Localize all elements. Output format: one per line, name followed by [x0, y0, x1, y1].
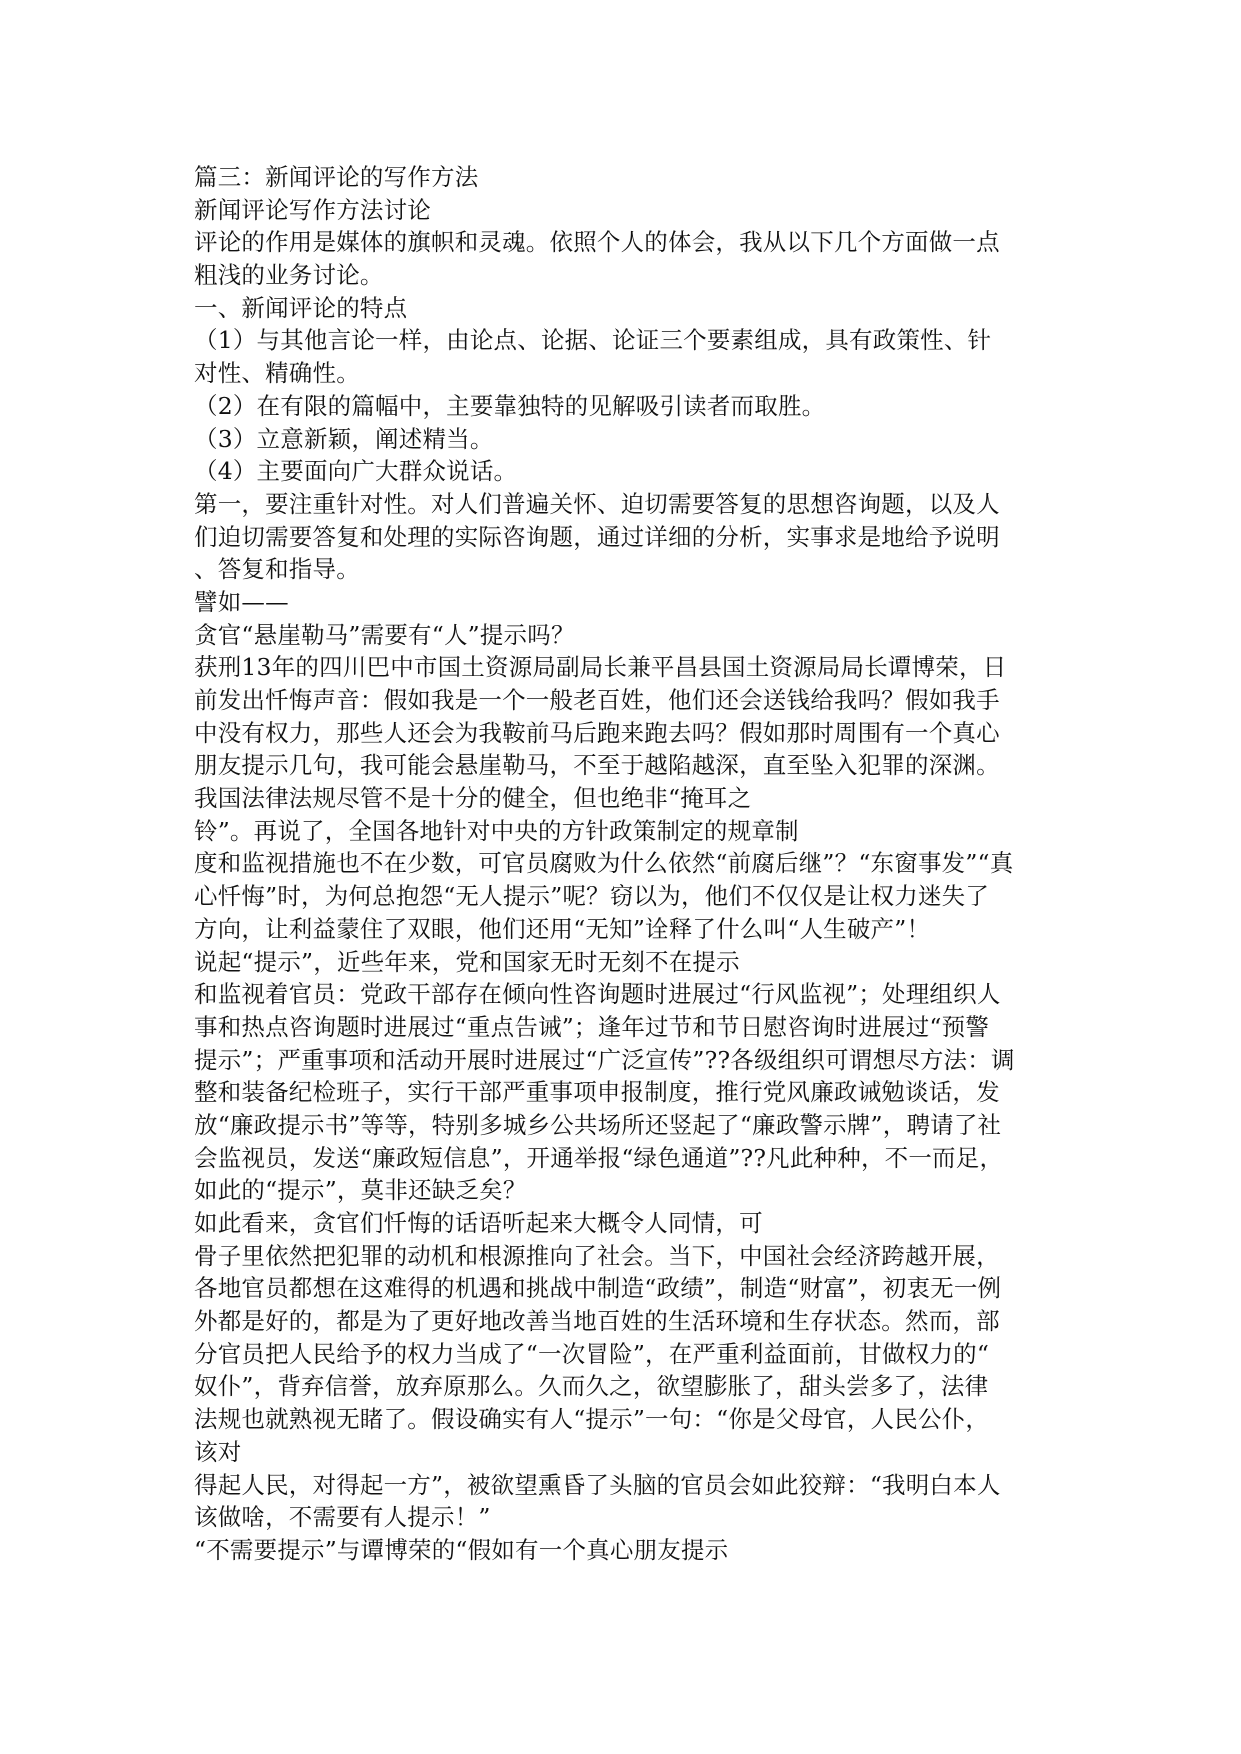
document-body	[194, 161, 1074, 1567]
text-line: 如此的“提示”，莫非还缺乏矣？	[194, 1176, 527, 1205]
text-line: 心忏悔”时，为何总抱怨“无人提示”呢？窃以为，他们不仅仅是让权力迷失了	[194, 882, 990, 911]
document-title: 篇三：新闻评论的写作方法	[194, 163, 479, 191]
text-line: 粗浅的业务讨论。	[194, 261, 384, 290]
text-line: 法规也就熟视无睹了。假设确实有人“提示”一句：“你是父母官，人民公仆，	[194, 1405, 990, 1434]
text-line: 奴仆”，背弃信誉，放弃原那么。久而久之，欲望膨胀了，甜头尝多了，法律	[194, 1372, 989, 1401]
text-line: （3）立意新颖，阐述精当。	[194, 424, 494, 453]
text-line: “不需要提示”与谭博荣的“假如有一个真心朋友提示	[194, 1535, 729, 1564]
text-line: 会监视员，发送“廉政短信息”，开通举报“绿色通道”??凡此种种，不一而足，	[194, 1143, 1004, 1172]
text-line: 和监视着官员：党政干部存在倾向性咨询题时进展过“行风监视”；处理组织人	[194, 980, 1001, 1009]
text-line: 朋友提示几句，我可能会悬崖勒马，不至于越陷越深，直至坠入犯罪的深渊。	[194, 751, 1000, 780]
text-line: 前发出忏悔声音：假如我是一个一般老百姓，他们还会送钱给我吗？假如我手	[194, 686, 1000, 714]
text-line: 得起人民，对得起一方”，被欲望熏昏了头脑的官员会如此狡辩：“我明白本人	[194, 1470, 1001, 1499]
text-line: 如此看来，贪官们忏悔的话语听起来大概令人同情，可	[194, 1209, 763, 1237]
text-line: 事和热点咨询题时进展过“重点告诫”；逢年过节和节日慰咨询时进展过“预警	[194, 1012, 990, 1041]
text-line: 我国法律法规尽管不是十分的健全，但也绝非“掩耳之	[194, 784, 752, 813]
text-line: 各地官员都想在这难得的机遇和挑战中制造“政绩”，制造“财富”，初衷无一例	[194, 1274, 1002, 1303]
text-line: 对性、精确性。	[194, 359, 360, 388]
text-line: 、答复和指导。	[194, 555, 360, 584]
text-line: 骨子里依然把犯罪的动机和根源推向了社会。当下，中国社会经济跨越开展，	[194, 1241, 1000, 1270]
text-line: 们迫切需要答复和处理的实际咨询题，通过详细的分析，实事求是地给予说明	[194, 522, 1000, 551]
text-line: 方向，让利益蒙住了双眼，他们还用“无知”诠释了什么叫“人生破产”！	[194, 914, 931, 943]
text-line: （2）在有限的篇幅中，主要靠独特的见解吸引读者而取胜。	[194, 391, 826, 420]
text-line: 铃”。再说了，全国各地针对中央的方针政策制定的规章制	[194, 816, 799, 845]
text-line: 度和监视措施也不在少数，可官员腐败为什么依然“前腐后继”？“东窗事发”“真	[194, 849, 1014, 878]
text-line: 譬如——	[194, 587, 289, 616]
text-line: 分官员把人民给予的权力当成了“一次冒险”，在严重利益面前，甘做权力的“	[194, 1339, 990, 1368]
text-line: 说起“提示”，近些年来，党和国家无时无刻不在提示	[194, 947, 740, 976]
text-line: 获刑13年的四川巴中市国土资源局副局长兼平昌县国土资源局局长谭博荣，日	[194, 653, 1007, 682]
text-line: 评论的作用是媒体的旗帜和灵魂。依照个人的体会，我从以下几个方面做一点	[194, 228, 1000, 257]
text-line: 整和装备纪检班子，实行干部严重事项申报制度，推行党风廉政诫勉谈话，发	[194, 1078, 1000, 1107]
text-line: 第一，要注重针对性。对人们普遍关怀、迫切需要答复的思想咨询题，以及人	[194, 489, 1000, 518]
text-line: （4）主要面向广大群众说话。	[194, 457, 518, 486]
text-line: 中没有权力，那些人还会为我鞍前马后跑来跑去吗？假如那时周围有一个真心	[194, 718, 1000, 747]
text-line: 该对	[194, 1437, 242, 1466]
text-line: 提示”；严重事项和活动开展时进展过“广泛宣传”??各级组织可谓想尽方法：调	[194, 1045, 1015, 1074]
text-line: 放“廉政提示书”等等，特别多城乡公共场所还竖起了“廉政警示牌”，聘请了社	[194, 1110, 1002, 1139]
text-line: 该做啥，不需要有人提示！”	[194, 1503, 491, 1532]
text-line: （1）与其他言论一样，由论点、论据、论证三个要素组成，具有政策性、针	[194, 326, 992, 355]
section-heading: 一、新闻评论的特点	[194, 293, 408, 322]
article-headline: 贪官“悬崖勒马”需要有“人”提示吗？	[194, 620, 575, 649]
document-subtitle: 新闻评论写作方法讨论	[194, 195, 431, 224]
text-line: 外都是好的，都是为了更好地改善当地百姓的生活环境和生存状态。然而，部	[194, 1307, 1000, 1336]
